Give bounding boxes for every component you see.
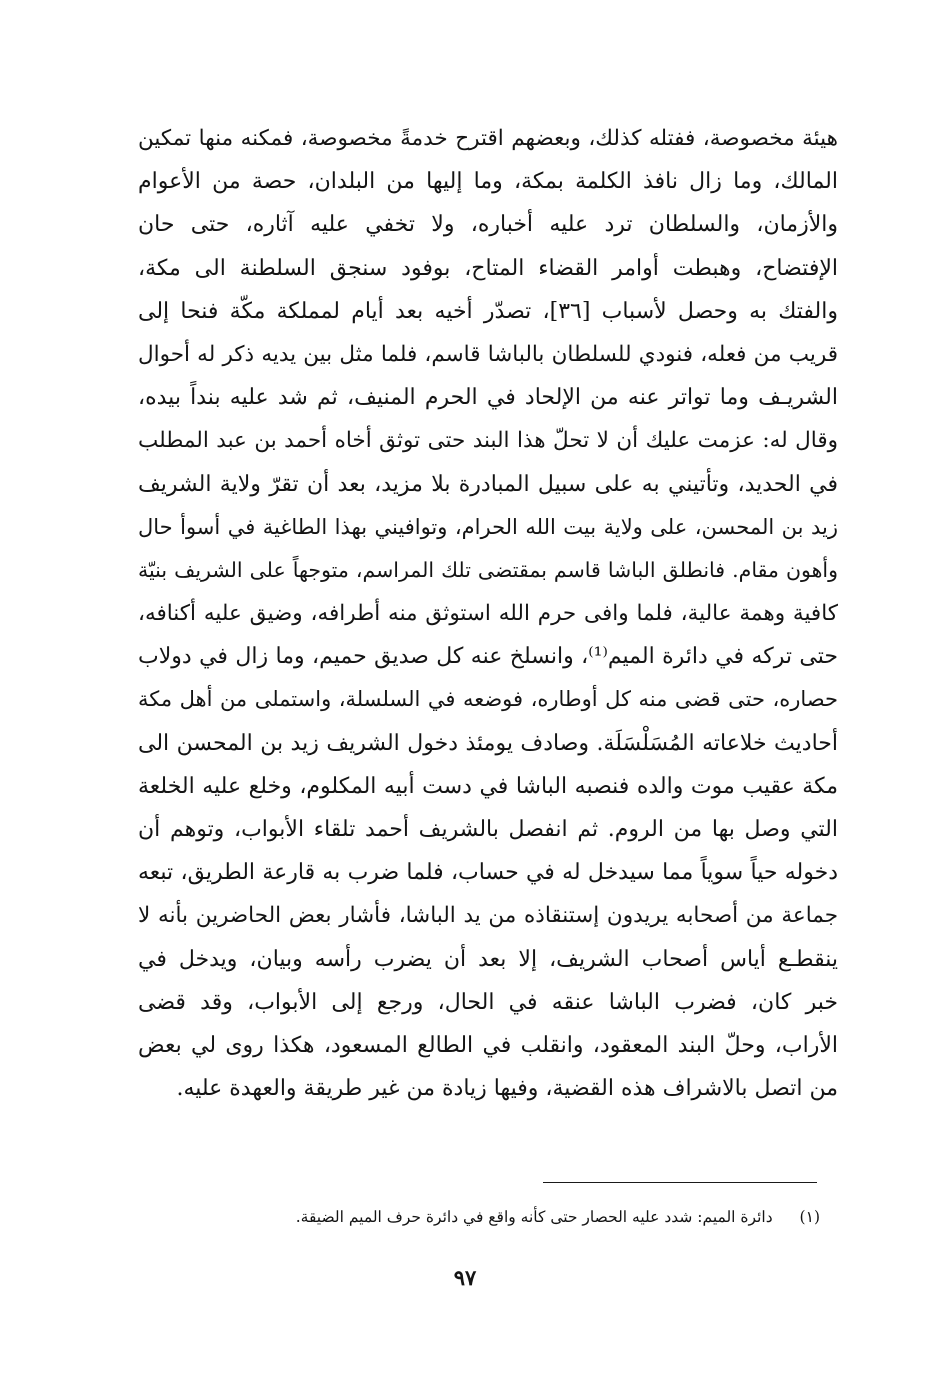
text-line-9: في الحديد، وتأتيني به على سبيل المبادرة بلا مزيد، بعد أن تقرّ ولاية الشريف [138,471,838,497]
text-line-22: الأراب، وحلّ البند المعقود، وانقلب في الطالع المسعود، هكذا روى لي بعض [138,1032,838,1058]
footnote-number: (١) [799,1208,820,1226]
text-line-19: جماعة من أصحابه يريدون إستنقاذه من يد الباشا، فأشار بعض الحاضرين بأنه لا [138,903,838,929]
text-line-7: الشريـف وما تواتر عنه من الإلحاد في الحرم المنيف، ثم شد عليه بنداً بيده، [138,385,838,411]
text-line-20: ينقطـع أياس أصحاب الشريف، إلا بعد أن يضرب رأسه وبيان، ويدخل في [138,946,838,972]
text-line-23: من اتصل بالاشراف هذه القضية، وفيها زيادة من غير طريقة والعهدة عليه. [176,1076,838,1102]
text-line-6: قريب من فعله، فنودي للسلطان بالباشا قاسم، فلما مثل بين يديه ذكر له أحوال [138,341,838,367]
footnote-divider [543,1182,817,1183]
text-line-10: زيد بن المحسن، على ولاية بيت الله الحرام، وتوافيني بهذا الطاغية في أسوأ حال [138,514,838,539]
text-line-1: هيئة مخصوصة، ففتله كذلك، وبعضهم اقترح خدمةً مخصوصة، فمكنه منها تمكين [138,126,838,151]
text-line-12: كافية وهمة عالية، فلما وافى حرم الله استوثق منه أطرافه، وضيق عليه أكنافه، [138,601,838,627]
text-line-4: الإفتضاح، وهبطت أوامر القضاء المتاح، بوفود سنجق السلطنة الى مكة، [138,255,838,281]
text-line-18: دخوله حياً سوياً مما سيدخل له في حساب، فلما ضرب به قارعة الطريق، تبعه [138,860,838,886]
main-text-body [138,117,838,1110]
text-line-15: أحاديث خلاعاته المُسَلْسَلَة. وصادف يومئذ دخول الشريف زيد بن المحسن الى [138,730,838,756]
text-line-16: مكة عقيب موت والده فنصبه الباشا في دست أبيه المكلوم، وخلع عليه الخلعة [138,773,838,799]
text-line-21: خبر كان، فضرب الباشا عنقه في الحال، ورجع إلى الأبواب، وقد قضى [138,989,838,1015]
text-line-2: المالك، وما زال نافذ الكلمة بمكة، وما إليها من البلدان، حصة من الأعوام [138,169,838,195]
text-line-5: والفتك به وحصل لأسباب [٣٦]، تصدّر أخيه بعد أيام لمملكة مكّة فنحا إلى [138,298,838,324]
text-line-14: حصاره، حتى قضى منه كل أوطاره، فوضعه في السلسلة، واستملى من أهل مكة [138,687,838,712]
text-line-11: وأهون مقام. فانطلق الباشا قاسم بمقتضى تلك المراسم، متوجهاً على الشريف بنيّة [138,557,838,582]
text-line-13: حتى تركه في دائرة الميم⁽¹⁾، وانسلخ عنه كل صديق حميم، وما زال في دولاب [138,644,838,670]
page-number: ٩٧ [453,1265,477,1290]
text-line-3: والأزمان، والسلطان ترد عليه أخباره، ولا تخفي عليه آثاره، حتى حان [138,212,838,238]
text-line-8: وقال له: عزمت عليك أن لا تحلّ هذا البند حتى توثق أخاه أحمد بن عبد المطلب [138,428,838,454]
text-line-17: التي وصل بها من الروم. ثم انفصل بالشريف أحمد تلقاء الأبواب، وتوهم أن [138,817,838,842]
footnote [240,1204,820,1230]
footnote-text: دائرة الميم: شدد عليه الحصار حتى كأنه واقع في دائرة حرف الميم الضيقة. [295,1208,773,1226]
